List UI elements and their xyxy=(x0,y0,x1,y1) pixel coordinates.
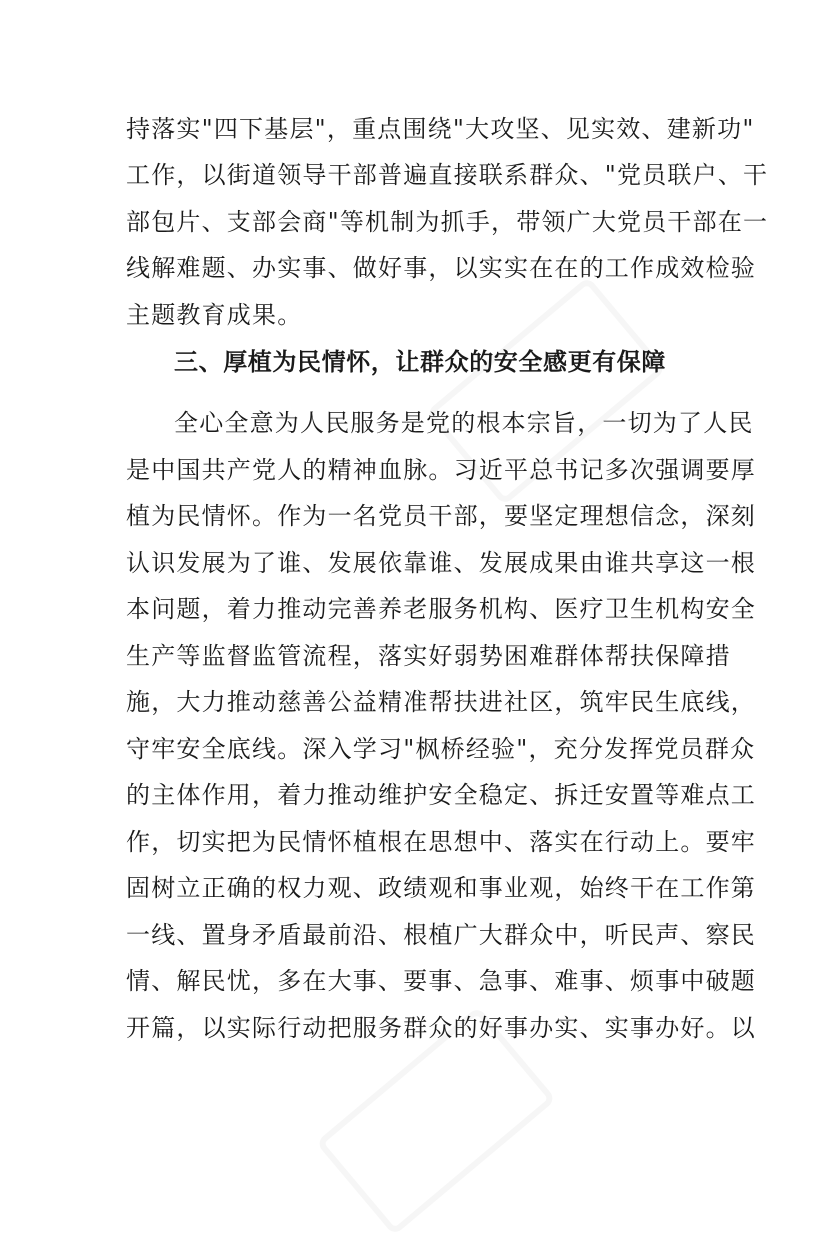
paragraph-line: 认识发展为了谁、发展依靠谁、发展成果由谁共享这一根 xyxy=(126,549,756,577)
paragraph-line: 情、解民忧，多在大事、要事、急事、难事、烦事中破题 xyxy=(126,967,756,995)
paragraph-line: 一线、置身矛盾最前沿、根植广大群众中，听民声、察民 xyxy=(126,921,756,949)
paragraph-line: 的主体作用，着力推动维护安全稳定、拆迁安置等难点工 xyxy=(126,781,756,809)
paragraph-line: 全心全意为人民服务是党的根本宗旨，一切为了人民 xyxy=(174,409,754,437)
paragraph-line: 本问题，着力推动完善养老服务机构、医疗卫生机构安全 xyxy=(126,595,756,623)
paragraph-line: 工作，以街道领导干部普遍直接联系群众、"党员联户、干 xyxy=(126,161,769,189)
paragraph-line: 部包片、支部会商"等机制为抓手，带领广大党员干部在一 xyxy=(126,208,769,236)
paragraph-line: 作，切实把为民情怀植根在思想中、落实在行动上。要牢 xyxy=(126,828,756,856)
paragraph-line: 施，大力推动慈善公益精准帮扶进社区，筑牢民生底线， xyxy=(126,688,756,716)
paragraph-line: 持落实"四下基层"，重点围绕"大攻坚、见实效、建新功" xyxy=(126,115,755,143)
paragraph-line: 主题教育成果。 xyxy=(126,301,303,329)
paragraph-line: 是中国共产党人的精神血脉。习近平总书记多次强调要厚 xyxy=(126,456,756,484)
paragraph-line: 生产等监督监管流程，落实好弱势困难群体帮扶保障措 xyxy=(126,642,731,670)
paragraph-line: 开篇，以实际行动把服务群众的好事办实、实事办好。以 xyxy=(126,1014,756,1042)
paragraph-line: 固树立正确的权力观、政绩观和事业观，始终干在工作第 xyxy=(126,874,756,902)
paragraph-line: 植为民情怀。作为一名党员干部，要坚定理想信念，深刻 xyxy=(126,502,756,530)
paragraph-line: 线解难题、办实事、做好事，以实实在在的工作成效检验 xyxy=(126,254,756,282)
paragraph-line: 守牢安全底线。深入学习"枫桥经验"，充分发挥党员群众 xyxy=(126,735,756,763)
section-heading: 三、厚植为民情怀，让群众的安全感更有保障 xyxy=(174,348,666,376)
